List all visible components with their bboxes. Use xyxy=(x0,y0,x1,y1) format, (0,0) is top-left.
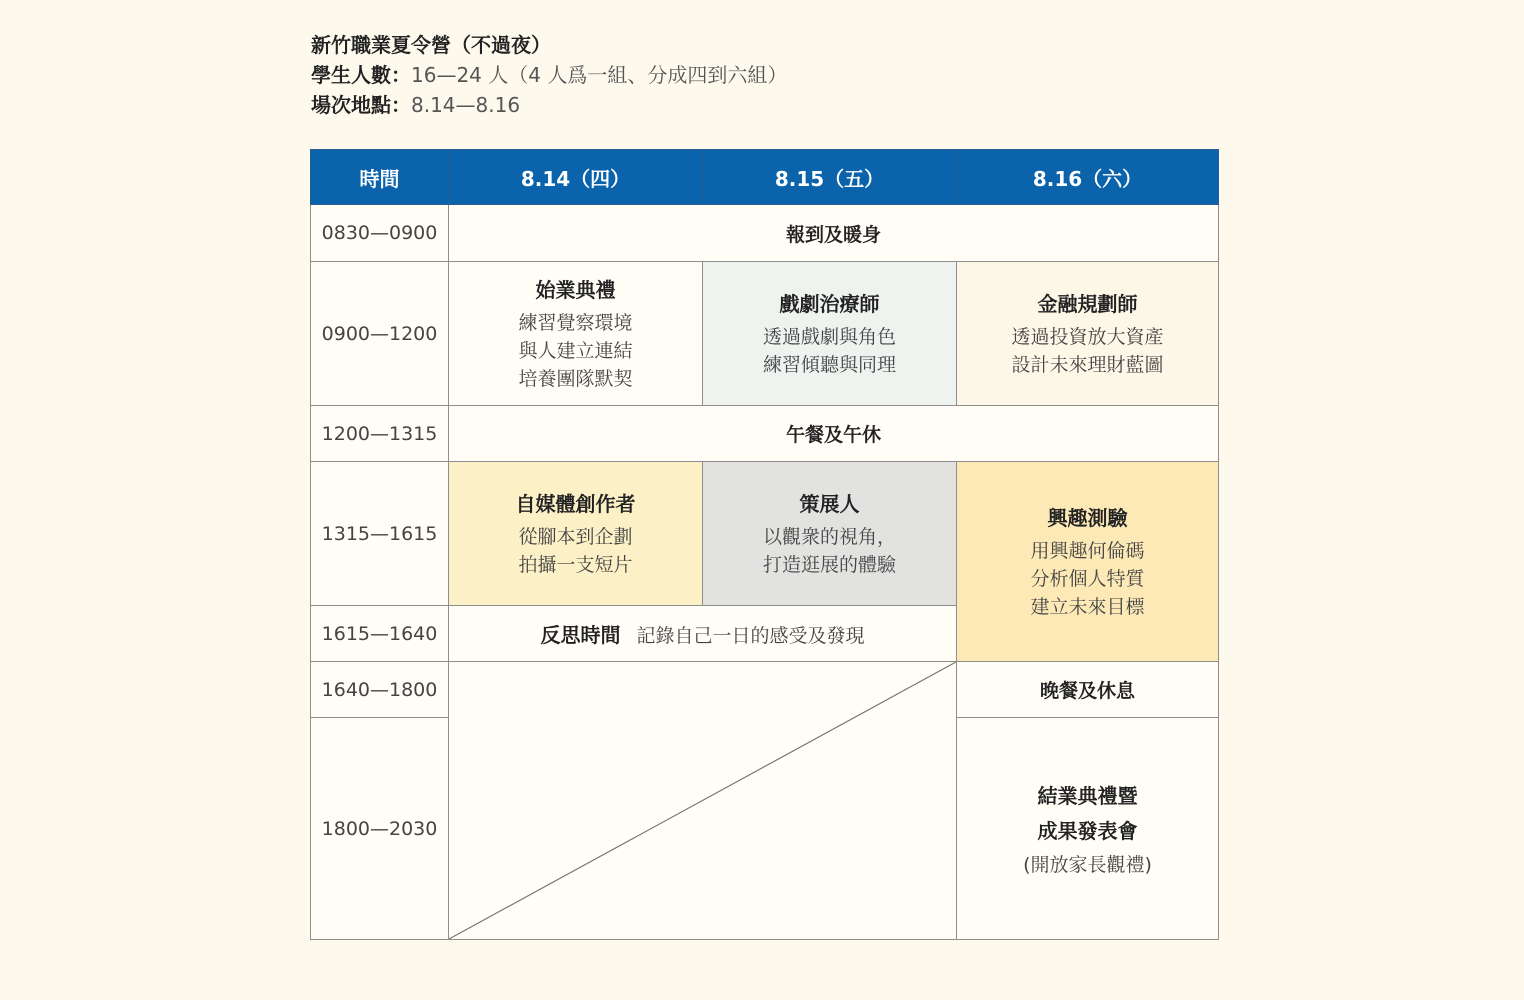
activity-title: 策展人 xyxy=(799,492,860,516)
table-row xyxy=(311,406,1219,462)
activity-line: 建立未來目標 xyxy=(1030,596,1145,618)
empty-diagonal-cell xyxy=(449,662,957,940)
diagonal-line xyxy=(449,662,956,939)
schedule-table xyxy=(310,149,1219,940)
activity-closing-ceremony xyxy=(957,718,1219,940)
students-row xyxy=(311,60,787,90)
activity-line: 練習覺察環境 xyxy=(518,312,633,334)
checkin-cell: 報到及暖身 xyxy=(449,205,1219,262)
time-cell: 1800—2030 xyxy=(311,718,449,940)
activity-line: 拍攝一支短片 xyxy=(518,554,633,576)
activity-line: 分析個人特質 xyxy=(1030,568,1145,590)
camp-header xyxy=(311,30,787,120)
dates-row xyxy=(311,90,787,120)
col-header-time: 時間 xyxy=(311,150,449,205)
col-header-day-2: 8.15（五） xyxy=(703,150,957,205)
reflection-cell xyxy=(449,606,957,662)
time-cell: 1640—1800 xyxy=(311,662,449,718)
activity-line: 練習傾聽與同理 xyxy=(762,354,896,376)
dinner-cell: 晚餐及休息 xyxy=(957,662,1219,718)
activity-line: 培養團隊默契 xyxy=(518,368,633,390)
activity-financial-planner xyxy=(957,262,1219,406)
activity-title: 始業典禮 xyxy=(535,278,616,302)
table-row xyxy=(311,262,1219,406)
dates-label: 場次地點： xyxy=(311,93,411,117)
activity-curator xyxy=(703,462,957,606)
col-header-day-3: 8.16（六） xyxy=(957,150,1219,205)
time-cell: 0830—0900 xyxy=(311,205,449,262)
lunch-cell: 午餐及午休 xyxy=(449,406,1219,462)
reflection-text: 記錄自己一日的感受及發現 xyxy=(636,625,865,647)
activity-line: 透過投資放大資產 xyxy=(1011,326,1164,348)
students-label: 學生人數： xyxy=(311,63,411,87)
activity-content-creator xyxy=(449,462,703,606)
activity-line: 透過戲劇與角色 xyxy=(762,326,896,348)
table-row xyxy=(311,462,1219,606)
table-row xyxy=(311,662,1219,718)
table-row xyxy=(311,205,1219,262)
activity-opening-ceremony xyxy=(449,262,703,406)
activity-line: 用興趣何倫碼 xyxy=(1030,540,1145,562)
time-cell: 1200—1315 xyxy=(311,406,449,462)
activity-title: 自媒體創作者 xyxy=(515,492,636,516)
dates-value: 8.14—8.16 xyxy=(411,93,521,117)
camp-title: 新竹職業夏令營（不過夜） xyxy=(311,33,551,57)
activity-title: 金融規劃師 xyxy=(1037,292,1138,316)
activity-interest-test xyxy=(957,462,1219,662)
col-header-day-1: 8.14（四） xyxy=(449,150,703,205)
activity-line: 與人建立連結 xyxy=(518,340,633,362)
header-row xyxy=(311,150,1219,205)
activity-line: 打造逛展的體驗 xyxy=(762,554,896,576)
students-value: 16—24 人（4 人爲一組、分成四到六組） xyxy=(411,63,788,87)
closing-note: (開放家長觀禮) xyxy=(1023,854,1152,876)
closing-title-line-1: 結業典禮暨 xyxy=(1037,784,1138,808)
time-cell: 1315—1615 xyxy=(311,462,449,606)
activity-line: 設計未來理財藍圖 xyxy=(1011,354,1164,376)
activity-drama-therapist xyxy=(703,262,957,406)
activity-line: 以觀衆的視角， xyxy=(762,526,896,548)
time-cell: 0900—1200 xyxy=(311,262,449,406)
activity-title: 興趣測驗 xyxy=(1047,506,1128,530)
activity-title: 戲劇治療師 xyxy=(779,292,880,316)
reflection-title: 反思時間 xyxy=(540,623,621,647)
closing-title-line-2: 成果發表會 xyxy=(1037,819,1138,843)
activity-line: 從腳本到企劃 xyxy=(518,526,633,548)
time-cell: 1615—1640 xyxy=(311,606,449,662)
